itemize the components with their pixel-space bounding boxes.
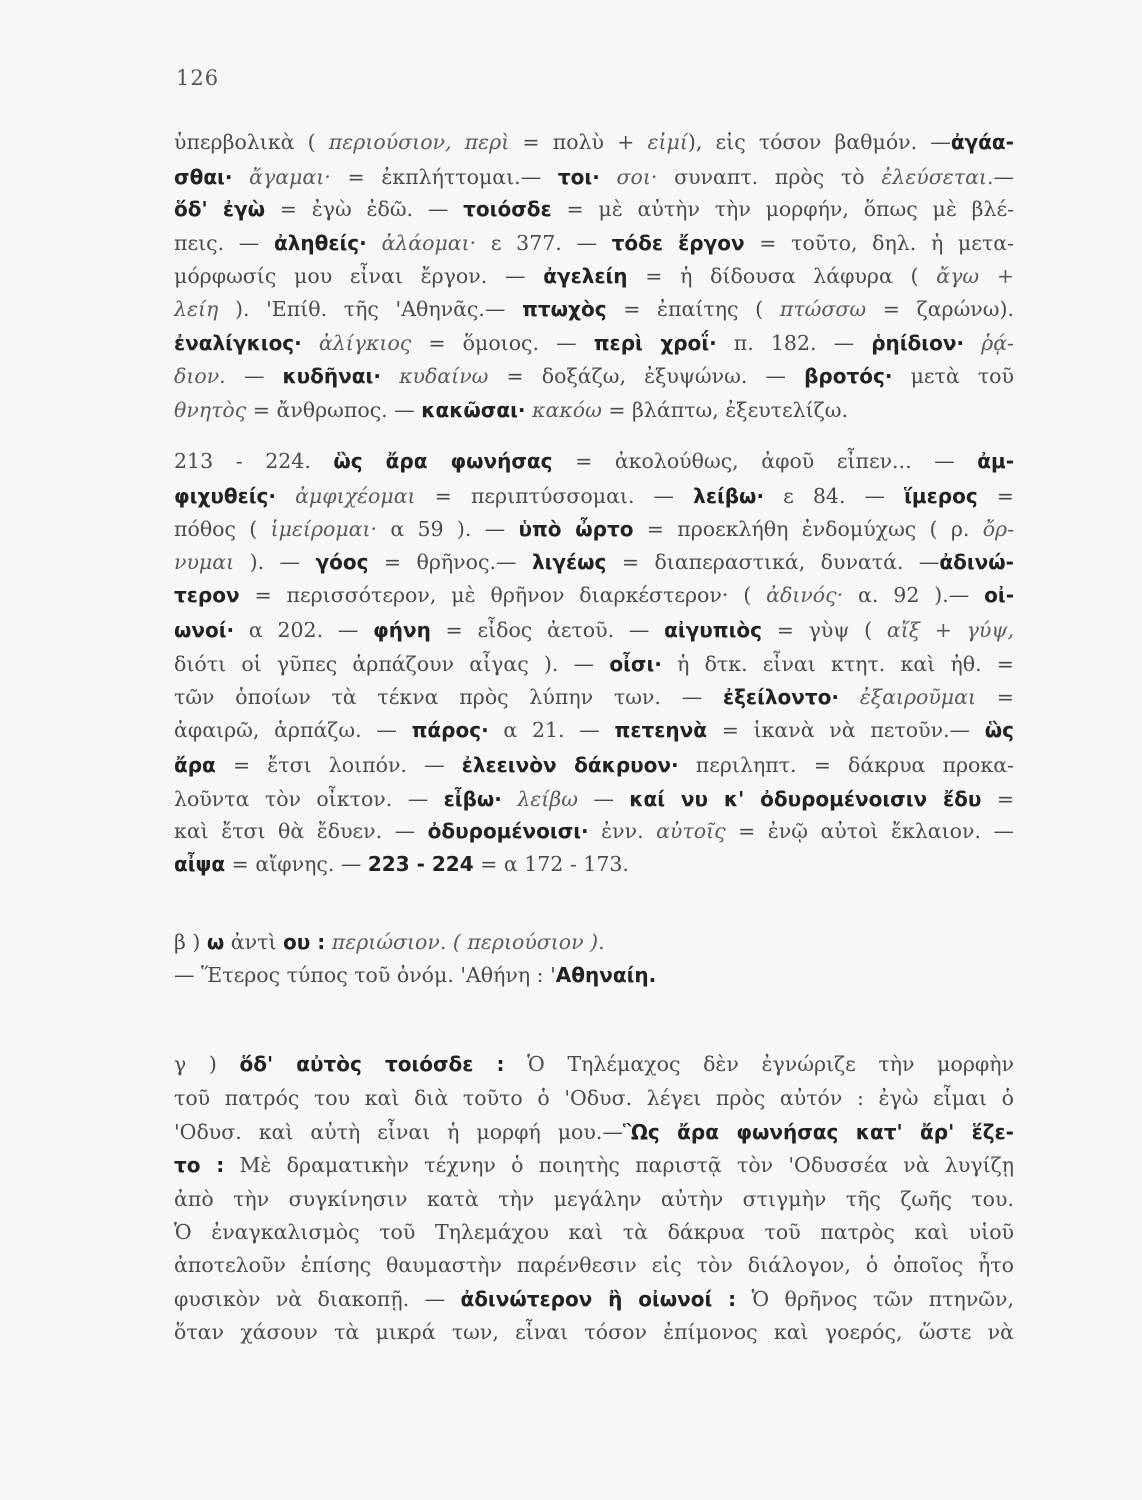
italic-term: ἐλεύσεται. (881, 165, 994, 189)
text-line (174, 1083, 1014, 1113)
italic-term: σοι· (616, 165, 658, 189)
text-segment: διότι οἱ γῦπες ἁρπάζουν αἶγας ). — (174, 652, 610, 676)
text-segment: = ἄνθρωπος. — (246, 398, 422, 422)
text-segment: ἀφαιρῶ, ἁρπάζω. — (174, 718, 412, 742)
lemma: πετεηνὰ (614, 718, 707, 742)
text-segment: π. 182. — (716, 331, 872, 355)
italic-term: λείη (174, 297, 219, 321)
text-segment: ὅταν χάσουν τὰ μικρά των, εἶναι τόσον ἐπίμονος καὶ γοερός, ὥστε νὰ (174, 1320, 1014, 1344)
italic-term: κακόω (532, 398, 602, 422)
text-segment: = ἱκανὰ νὰ πετοῦν.— (706, 718, 985, 742)
text-line (174, 615, 1014, 645)
text-segment: = βλάπτω, ἐξευτελίζω. (601, 398, 848, 422)
lemma: ἀδινώ- (939, 550, 1014, 574)
text-line (174, 395, 1014, 425)
text-segment: 'Οδυσ. καὶ αὐτὴ εἶναι ἡ μορφή μου.— (174, 1120, 623, 1144)
italic-term: νυμαι (174, 550, 235, 574)
lemma: πάρος· (411, 718, 489, 742)
lemma: ἐλεεινὸν δάκρυον· (461, 753, 679, 777)
text-segment (502, 787, 517, 811)
lemma: ἀγάα- (950, 130, 1014, 154)
text-line (174, 228, 1014, 258)
text-segment: = περισσότερον, μὲ θρῆνον διαρκέστερον· ( (239, 583, 767, 607)
text-line (174, 162, 1014, 192)
italic-term: ἀδινός· (766, 583, 844, 607)
text-segment: ἀποτελοῦν ἐπίσης θαυμαστὴν παρένθεσιν εἰς τὸν διάλογον, ὁ ὁποῖος ἦτο (174, 1253, 1014, 1277)
text-segment: μετὰ τοῦ (892, 364, 1014, 388)
text-segment: λοῦντα τὸν οἶκτον. — (174, 787, 444, 811)
text-segment: γ ) (174, 1052, 240, 1076)
text-segment: β ) (174, 930, 207, 954)
text-line (174, 514, 1014, 544)
lemma: το : (174, 1153, 225, 1177)
text-line (174, 849, 1014, 879)
lemma: αἰγυπιὸς (664, 618, 762, 642)
text-segment: ε 377. — (476, 231, 612, 255)
text-segment: = περιπτύσσομαι. — (415, 484, 694, 508)
text-segment: = (981, 787, 1014, 811)
lemma: τοιόσδε (463, 197, 552, 221)
italic-term: θνητὸς (174, 398, 247, 422)
italic-term: αἴξ + γύψ, (886, 618, 1014, 642)
lemma: ὅδ' ἐγὼ (174, 197, 265, 221)
text-segment (381, 364, 399, 388)
text-segment (276, 484, 295, 508)
text-line (174, 294, 1014, 324)
lemma: ἀδινώτερον ἢ οἰωνοί : (460, 1287, 737, 1311)
lemma: τόδε ἔργον (611, 231, 745, 255)
italic-term: περιώσιον. ( περιούσιον ). (331, 930, 605, 954)
lemma: ὅδ' αὐτὸς τοιόσδε : (239, 1052, 505, 1076)
text-segment: = ἡ δίδουσα λάφυρα ( (627, 264, 937, 288)
text-segment: περιληπτ. = δάκρυα προκα- (678, 753, 1014, 777)
text-segment: = ζαρώνω). (866, 297, 1014, 321)
lemma: εἶβω· (443, 787, 502, 811)
lemma: ωνοί· (174, 618, 235, 642)
text-line (174, 261, 1014, 291)
text-segment: = πολὺ + (509, 130, 648, 154)
text-line (174, 547, 1014, 577)
lemma: περὶ χροΐ· (593, 331, 717, 355)
text-segment: τῶν ὁποίων τὰ τέκνα πρὸς λύπην των. — (174, 685, 723, 709)
text-segment: καὶ ἔτσι θὰ ἔδυεν. — (174, 819, 428, 843)
text-line (174, 784, 1014, 814)
text-line (174, 446, 1014, 476)
text-segment: Ὁ Τηλέμαχος δὲν ἐγνώριζε τὴν μορφὴν (504, 1052, 1014, 1076)
text-line (174, 960, 1014, 990)
italic-term: ῥᾴ- (981, 331, 1014, 355)
lemma: ἵμερος (904, 484, 978, 508)
text-segment: = α 172 - 173. (473, 852, 629, 876)
lemma: φήνη (373, 618, 431, 642)
text-segment: = μὲ αὐτὴν τὴν μορφήν, ὅπως μὲ βλέ- (551, 197, 1014, 221)
text-segment: = ὅμοιος. — (411, 331, 594, 355)
lemma: ἄρα (174, 753, 216, 777)
text-segment: ). 'Επίθ. τῆς 'Αθηνᾶς.— (218, 297, 523, 321)
text-segment: — Ἕτερος τύπος τοῦ ὀνόμ. 'Αθήνη : ' (174, 963, 556, 987)
lemma: καί νυ κ' ὀδυρομένοισιν ἔδυ (629, 787, 982, 811)
lemma: κακῶσαι· (421, 398, 526, 422)
text-segment: = προεκλήθη ἐνδομύχως ( ρ. (633, 517, 983, 541)
lemma: ῥηίδιον· (871, 331, 965, 355)
text-segment: ), εἰς τόσον βαθμόν. — (687, 130, 951, 154)
text-segment: — (993, 165, 1014, 189)
text-segment (839, 685, 860, 709)
text-segment: = ἐνῷ αὐτοὶ ἔκλαιον. — (725, 819, 1014, 843)
lemma: ὣς ἄρα φωνήσας (333, 449, 553, 473)
text-segment (600, 165, 617, 189)
lemma: λιγέως (531, 550, 607, 574)
lemma: ἐξείλοντο· (722, 685, 839, 709)
text-segment: = αἴφνης. — (225, 852, 368, 876)
text-segment: = (976, 685, 1014, 709)
text-segment: ἡ δτκ. εἶναι κτητ. καὶ ἠθ. = (661, 652, 1014, 676)
italic-term: ὄρ- (982, 517, 1015, 541)
lemma: φιχυθείς· (174, 484, 276, 508)
text-segment: Ὁ θρῆνος τῶν πτηνῶν, (736, 1287, 1014, 1311)
italic-term: ἄγαμαι· (249, 165, 331, 189)
text-segment: πεις. — (174, 231, 274, 255)
text-line (174, 194, 1014, 224)
text-line (174, 816, 1014, 846)
text-segment: Ὁ ἐναγκαλισμὸς τοῦ Τηλεμάχου καὶ τὰ δάκρυα τοῦ πατρὸς καὶ υἱοῦ (174, 1220, 1014, 1244)
lemma: ἀγελείη (543, 264, 628, 288)
text-line (174, 481, 1014, 511)
text-segment: συναπτ. πρὸς τὸ (657, 165, 882, 189)
text-segment: ὑπερβολικὰ ( (174, 130, 329, 154)
text-segment: = ἐπαίτης ( (606, 297, 780, 321)
text-line (174, 1150, 1014, 1180)
text-line (174, 750, 1014, 780)
text-segment (302, 331, 319, 355)
text-line (174, 1049, 1014, 1079)
lemma: ὀδυρομένοισι· (427, 819, 589, 843)
italic-term: πτώσσω (779, 297, 867, 321)
italic-term: ἐξαιροῦμαι (859, 685, 977, 709)
text-line (174, 649, 1014, 679)
lemma: κυδῆναι· (282, 364, 381, 388)
lemma: οἰ- (984, 583, 1015, 607)
text-line (174, 361, 1014, 391)
text-line (174, 715, 1014, 745)
italic-term: κυδαίνω (399, 364, 489, 388)
text-line (174, 580, 1014, 610)
text-segment: = δοξάζω, ἐξυψώνω. — (488, 364, 805, 388)
text-segment: τοῦ πατρός του καὶ διὰ τοῦτο ὁ 'Οδυσ. λέγει πρὸς αὐτόν : ἐγὼ εἶμαι ὁ (174, 1086, 1014, 1110)
text-segment: = διαπεραστικά, δυνατά. — (606, 550, 940, 574)
lemma: πτωχὸς (522, 297, 607, 321)
text-segment: = (977, 484, 1014, 508)
text-segment: = ἐκπλήττομαι.— (330, 165, 558, 189)
lemma: ου : (283, 930, 326, 954)
text-segment: ἀντὶ (224, 930, 283, 954)
italic-term: ἀλάομαι· (381, 231, 477, 255)
text-line (174, 328, 1014, 358)
lemma: ὑπὸ ὦρτο (518, 517, 634, 541)
text-segment: α 202. — (234, 618, 374, 642)
text-segment: α 21. — (488, 718, 615, 742)
text-segment: ἐνν. (588, 819, 657, 843)
lemma: βροτός· (804, 364, 893, 388)
italic-term: ἄγω + (936, 264, 1014, 288)
text-segment (964, 331, 981, 355)
italic-term: ἱμείρομαι· (270, 517, 378, 541)
text-segment: = ἐγὼ ἐδῶ. — (264, 197, 464, 221)
lemma: τοι· (557, 165, 600, 189)
text-segment: πόθος ( (174, 517, 271, 541)
lemma: ὣς (984, 718, 1015, 742)
lemma: ἐναλίγκιος· (174, 331, 302, 355)
lemma: γόος (315, 550, 369, 574)
italic-term: περιούσιον, περὶ (328, 130, 510, 154)
text-segment: = ἀκολούθως, ἀφοῦ εἶπεν... — (552, 449, 978, 473)
italic-term: εἰμί (647, 130, 688, 154)
text-line (174, 1317, 1014, 1347)
text-segment: Μὲ δραματικὴν τέχνην ὁ ποιητὴς παριστᾷ τὸν 'Οδυσσέα νὰ λυγίζῃ (224, 1153, 1014, 1177)
text-segment: = τοῦτο, δηλ. ἡ μετα- (744, 231, 1014, 255)
text-segment: = ἔτσι λοιπόν. — (215, 753, 462, 777)
text-segment: φυσικὸν νὰ διακοπῇ. — (174, 1287, 461, 1311)
text-segment: = θρῆνος.— (368, 550, 532, 574)
italic-term: ἀμφιχέομαι (295, 484, 416, 508)
text-line (174, 127, 1014, 157)
text-segment: ). — (234, 550, 316, 574)
lemma: ἀληθείς· (273, 231, 367, 255)
lemma: ἀμ- (977, 449, 1014, 473)
text-segment (367, 231, 382, 255)
text-line (174, 1250, 1014, 1280)
italic-term: λείβω (517, 787, 578, 811)
lemma: λείβω· (693, 484, 765, 508)
lemma: ω (206, 930, 225, 954)
text-line (174, 1117, 1014, 1147)
text-segment: α 59 ). — (377, 517, 519, 541)
text-segment: ε 84. — (764, 484, 905, 508)
text-segment: — (577, 787, 630, 811)
page-number: 126 (176, 66, 220, 90)
lemma: οἶσι· (609, 652, 662, 676)
text-segment: = εἶδος ἀετοῦ. — (430, 618, 665, 642)
italic-term: αὐτοῖς (656, 819, 726, 843)
italic-term: ἀλίγκιος (318, 331, 412, 355)
lemma: σθαι· (174, 165, 233, 189)
text-segment (232, 165, 249, 189)
lemma: 223 - 224 (367, 852, 474, 876)
text-line (174, 1184, 1014, 1214)
text-line (174, 927, 1014, 957)
text-segment: ἀπὸ τὴν συγκίνησιν κατὰ τὴν μεγάλην αὐτὴν στιγμὴν τῆς ζωῆς του. (174, 1187, 1014, 1211)
lemma: αἶψα (174, 852, 226, 876)
lemma: Αθηναίη. (555, 963, 657, 987)
text-segment: μόρφωσίς μου εἶναι ἔργον. — (174, 264, 544, 288)
text-line (174, 682, 1014, 712)
text-segment: α. 92 ).— (843, 583, 985, 607)
text-segment: 213 - 224. (174, 449, 334, 473)
lemma: Ὣς ἄρα φωνήσας κατ' ἄρ' ἕζε- (622, 1120, 1014, 1144)
text-segment: — (225, 364, 283, 388)
lemma: τερον (174, 583, 240, 607)
text-segment: = γὺψ ( (761, 618, 887, 642)
text-line (174, 1217, 1014, 1247)
text-line (174, 1284, 1014, 1314)
italic-term: διον. (174, 364, 226, 388)
